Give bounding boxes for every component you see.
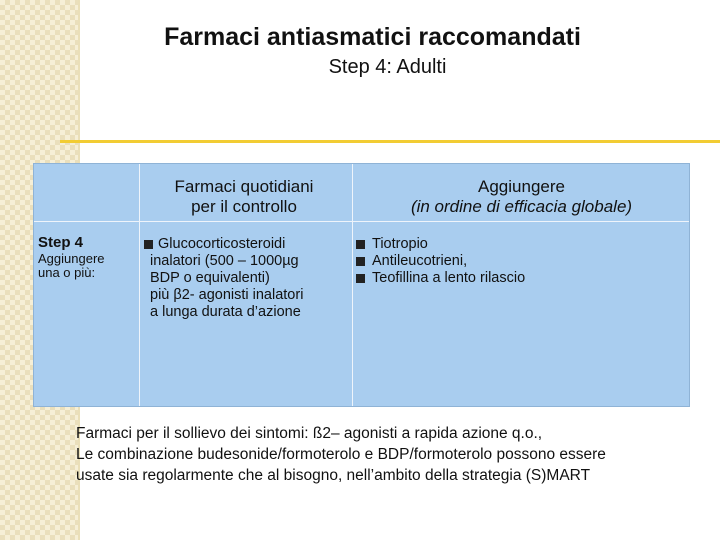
footer-note: Farmaci per il sollievo dei sintomi: ß2– agonisti a rapida azione q.o., Le combinazione budesonide/formoterolo e BDP/formoterolo possono essere usate sia regolarmente che al bisogno, nell’ambito della strategia (S)MART <box>76 425 606 484</box>
treatment-table <box>33 163 690 407</box>
column-header-add-on: Aggiungere (in ordine di efficacia globale) <box>410 177 633 216</box>
square-bullet-icon <box>356 240 365 249</box>
list-item: Glucocorticosteroidi <box>144 236 354 253</box>
list-item: Antileucotrieni, <box>356 253 686 270</box>
list-item-continuation: più β2- agonisti inalatori <box>150 287 304 303</box>
list-item: Tiotropio <box>356 236 686 253</box>
controller-list <box>144 236 354 321</box>
slide-title: Farmaci antiasmatici raccomandati <box>164 23 581 51</box>
horizontal-accent-rule <box>60 140 720 143</box>
square-bullet-icon <box>356 257 365 266</box>
slide-subtitle: Step 4: Adulti <box>328 56 447 78</box>
row-label: Step 4 Aggiungere una o più: <box>38 234 138 280</box>
add-on-list <box>356 236 686 287</box>
step-label: Step 4 <box>38 234 84 251</box>
header-divider <box>34 221 689 222</box>
column-header-daily-controllers: Farmaci quotidiani per il controllo <box>174 177 314 216</box>
list-item-continuation: inalatori (500 – 1000µg <box>150 253 299 269</box>
list-item-continuation: BDP o equivalenti) <box>150 270 270 286</box>
list-item: Teofillina a lento rilascio <box>356 270 686 287</box>
square-bullet-icon <box>356 274 365 283</box>
square-bullet-icon <box>144 240 153 249</box>
list-item-continuation: a lunga durata d’azione <box>150 304 301 320</box>
